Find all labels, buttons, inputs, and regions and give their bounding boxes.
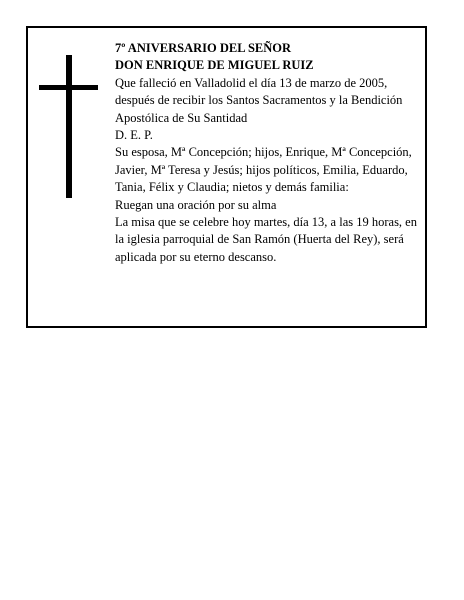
obituary-notice bbox=[26, 26, 427, 328]
family-list: Su esposa, Mª Concepción; hijos, Enrique, Mª Concepción, Javier, Mª Teresa y Jesús; hijos políticos, Emilia, Eduardo, Tania, Félix y Claudia; nietos y demás familia: bbox=[115, 145, 412, 195]
cross-horizontal-bar bbox=[39, 85, 98, 90]
notice-heading-name: DON ENRIQUE DE MIGUEL RUIZ bbox=[115, 58, 314, 73]
rip-text: D. E. P. bbox=[115, 128, 153, 143]
notice-heading-anniversary: 7º ANIVERSARIO DEL SEÑOR bbox=[115, 41, 292, 55]
prayer-request: Ruegan una oración por su alma bbox=[115, 197, 277, 212]
notice-text bbox=[115, 40, 420, 266]
mass-info: La misa que se celebre hoy martes, día 13, a las 19 horas, en la iglesia parroquial de San Ramón (Huerta del Rey), será aplicada por su eterno descanso. bbox=[115, 215, 417, 264]
cross-vertical-bar bbox=[66, 55, 72, 198]
death-details: Que falleció en Valladolid el día 13 de marzo de 2005, después de recibir los Santos Sacramentos y la Bendición Apostólica de Su Santidad bbox=[115, 75, 403, 125]
